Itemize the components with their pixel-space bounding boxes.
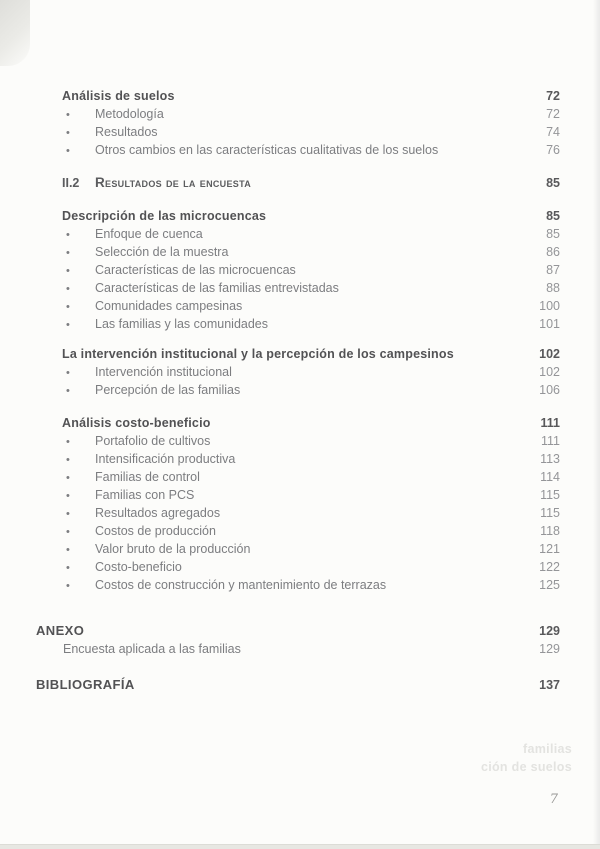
toc-entry-label: Intervención institucional <box>95 365 232 379</box>
toc-row <box>36 123 560 141</box>
toc-entry-label: Costos de construcción y mantenimiento de terrazas <box>95 578 387 592</box>
bullet-icon: • <box>66 145 70 157</box>
toc-chapter-number: II.2 <box>62 176 80 190</box>
toc-entry-page-number: 72 <box>546 89 560 103</box>
bullet-icon: • <box>66 265 70 277</box>
toc-row <box>36 243 560 261</box>
page-number: 7 <box>549 792 558 807</box>
toc-row <box>36 558 560 576</box>
bullet-icon: • <box>66 562 70 574</box>
toc-entry-page-number: 76 <box>546 143 560 157</box>
toc-entry-page-number: 137 <box>539 678 560 692</box>
toc-entry-page-number: 129 <box>539 642 560 656</box>
toc-entry-label: Encuesta aplicada a las familias <box>63 642 241 656</box>
toc-entry-label: ANEXO <box>36 623 85 638</box>
toc-entry-label: Percepción de las familias <box>95 383 241 397</box>
bullet-icon: • <box>66 229 70 241</box>
toc-entry-label: Metodología <box>95 107 164 121</box>
toc-entry-label: Familias con PCS <box>95 488 195 502</box>
toc-entry-label: Enfoque de cuenca <box>95 227 203 241</box>
toc-entry-label: Otros cambios en las características cualitativas de los suelos <box>95 143 439 157</box>
toc-entry-page-number: 87 <box>546 263 560 277</box>
toc-row <box>36 297 560 315</box>
toc-entry-label: BIBLIOGRAFÍA <box>36 677 135 692</box>
toc-section <box>36 414 560 594</box>
toc-entry-page-number: 114 <box>540 470 560 484</box>
bullet-icon: • <box>66 508 70 520</box>
toc-entry-label: Valor bruto de la producción <box>95 542 251 556</box>
toc-row <box>36 540 560 558</box>
toc-entry-page-number: 115 <box>540 506 560 520</box>
toc-entry-label: Portafolio de cultivos <box>95 434 211 448</box>
toc-entry-page-number: 111 <box>540 416 560 430</box>
toc-entry-label: Las familias y las comunidades <box>95 317 268 331</box>
toc-section <box>36 207 560 333</box>
toc-entry-page-number: 86 <box>546 245 560 259</box>
toc-row <box>36 174 560 192</box>
page-right-edge <box>593 0 600 849</box>
show-through-text <box>481 740 572 776</box>
toc-entry-page-number: 102 <box>539 365 560 379</box>
toc-row <box>36 450 560 468</box>
bullet-icon: • <box>66 319 70 331</box>
bullet-icon: • <box>66 472 70 484</box>
toc-entry-label: Descripción de las microcuencas <box>62 209 267 223</box>
toc-section <box>36 622 560 658</box>
toc-entry-page-number: 129 <box>539 624 560 638</box>
toc-row <box>36 381 560 399</box>
toc-entry-page-number: 125 <box>539 578 560 592</box>
toc-entry-page-number: 74 <box>546 125 560 139</box>
toc-row <box>36 676 560 694</box>
show-through-line-2: ción de suelos <box>480 760 572 774</box>
toc-section <box>36 174 560 192</box>
toc-entry-page-number: 121 <box>539 542 560 556</box>
bullet-icon: • <box>66 544 70 556</box>
bullet-icon: • <box>66 109 70 121</box>
bullet-icon: • <box>66 367 70 379</box>
toc-entry-label: Intensificación productiva <box>95 452 236 466</box>
toc-row <box>36 622 560 640</box>
page-bottom-edge <box>0 844 600 849</box>
toc-entry-label: Resultados de la encuesta <box>95 175 252 190</box>
scan-corner-shadow <box>0 0 30 66</box>
toc-entry-label: Comunidades campesinas <box>95 299 243 313</box>
bullet-icon: • <box>66 127 70 139</box>
toc-row <box>36 141 560 159</box>
toc-row <box>36 345 560 363</box>
toc-entry-label: Características de las microcuencas <box>95 263 296 277</box>
toc-entry-page-number: 101 <box>539 317 560 331</box>
toc-entry-page-number: 122 <box>539 560 560 574</box>
toc-row <box>36 414 560 432</box>
toc-entry-page-number: 102 <box>539 347 560 361</box>
toc-section <box>36 676 560 694</box>
toc-row <box>36 363 560 381</box>
toc-row <box>36 522 560 540</box>
bullet-icon: • <box>66 301 70 313</box>
toc-entry-page-number: 113 <box>540 452 560 466</box>
toc-row <box>36 225 560 243</box>
toc-row <box>36 315 560 333</box>
toc-entry-page-number: 118 <box>540 524 560 538</box>
toc-section <box>36 345 560 399</box>
toc-row <box>36 468 560 486</box>
toc-entry-label: Selección de la muestra <box>95 245 229 259</box>
toc-entry-page-number: 100 <box>539 299 560 313</box>
toc-entry-page-number: 106 <box>539 383 560 397</box>
toc-row <box>36 261 560 279</box>
toc-entry-page-number: 85 <box>546 227 560 241</box>
toc-row <box>36 432 560 450</box>
toc-entry-page-number: 72 <box>546 107 560 121</box>
toc-entry-label: Análisis costo-beneficio <box>62 416 211 430</box>
toc-row <box>36 207 560 225</box>
toc-entry-page-number: 88 <box>546 281 560 295</box>
toc-row <box>36 279 560 297</box>
toc-row <box>36 640 560 658</box>
toc-entry-page-number: 85 <box>546 176 560 190</box>
toc-entry-label: Familias de control <box>95 470 200 484</box>
toc-row <box>36 576 560 594</box>
bullet-icon: • <box>66 454 70 466</box>
toc-entry-label: Costo-beneficio <box>95 560 182 574</box>
toc-entry-label: Análisis de suelos <box>62 89 175 103</box>
bullet-icon: • <box>66 247 70 259</box>
toc-section <box>36 87 560 159</box>
toc-entry-label: La intervención institucional y la percepción de los campesinos <box>62 347 454 361</box>
toc-entry-page-number: 85 <box>546 209 560 223</box>
toc-entry-page-number: 111 <box>540 434 560 448</box>
bullet-icon: • <box>66 526 70 538</box>
bullet-icon: • <box>66 283 70 295</box>
toc-entry-page-number: 115 <box>540 488 560 502</box>
show-through-line-1: familias <box>523 742 572 756</box>
bullet-icon: • <box>66 580 70 592</box>
toc-entry-label: Características de las familias entrevistadas <box>95 281 339 295</box>
toc-row <box>36 504 560 522</box>
bullet-icon: • <box>66 490 70 502</box>
toc-row <box>36 105 560 123</box>
bullet-icon: • <box>66 385 70 397</box>
toc-entry-label: Resultados agregados <box>95 506 221 520</box>
bullet-icon: • <box>66 436 70 448</box>
toc-entry-label: Costos de producción <box>95 524 216 538</box>
toc-row <box>36 87 560 105</box>
toc-entry-label: Resultados <box>95 125 158 139</box>
toc-row <box>36 486 560 504</box>
table-of-contents <box>36 87 560 694</box>
